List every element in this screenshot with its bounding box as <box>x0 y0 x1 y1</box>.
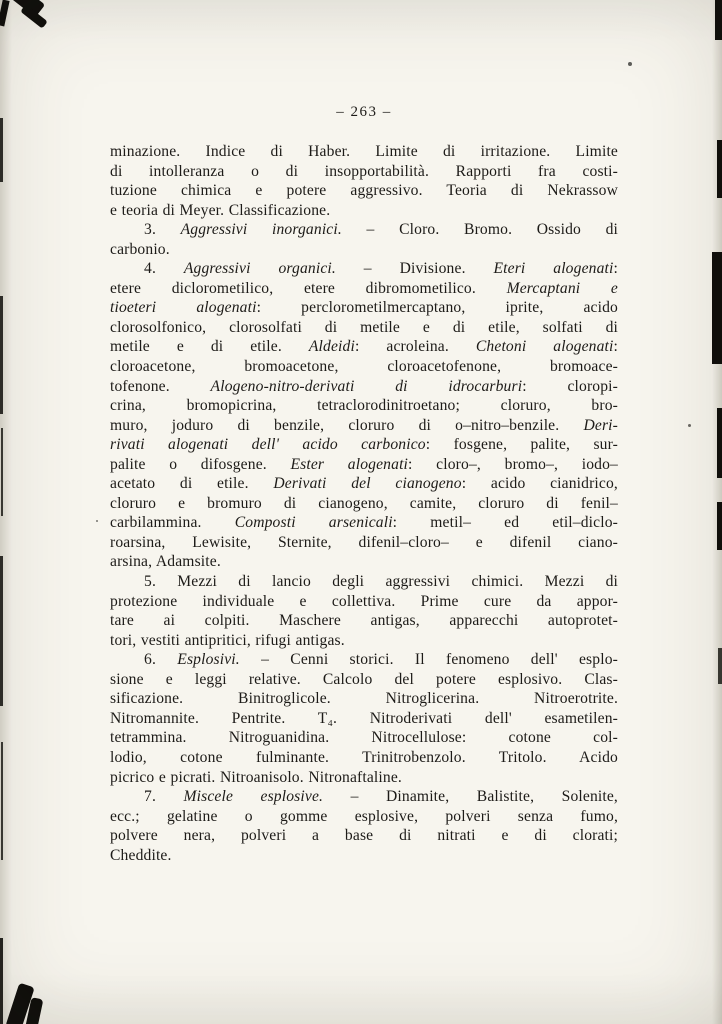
binding-mark-left-6 <box>0 938 3 1024</box>
text-segment: : <box>613 338 618 356</box>
text-segment: tetrammina. Nitroguanidina. Nitrocellulose: cotone col- <box>110 729 618 747</box>
text-line <box>110 220 618 240</box>
text-line <box>110 826 618 846</box>
text-line <box>110 709 618 729</box>
text-segment: 7. <box>144 788 184 806</box>
text-segment: metile e di etile. <box>110 338 309 356</box>
text-line <box>110 455 618 475</box>
text-line <box>110 259 618 279</box>
text-segment: : <box>613 260 618 278</box>
text-segment-italic: Aggressivi organici. <box>183 260 336 278</box>
binding-mark-right-4 <box>717 408 722 478</box>
text-segment-italic: Deri- <box>583 416 618 434</box>
text-line <box>110 689 618 709</box>
text-segment: – Dinamite, Balistite, Solenite, <box>323 788 618 806</box>
binding-mark-left-5 <box>1 742 3 860</box>
text-line <box>110 279 618 299</box>
text-line <box>110 396 618 416</box>
text-segment: : fosgene, palite, sur- <box>425 436 618 454</box>
text-line <box>110 670 618 690</box>
text-segment: tuzione chimica e potere aggressivo. Teoria di Nekrassow <box>110 182 618 200</box>
text-segment: tare ai colpiti. Maschere antigas, apparecchi autoprotet- <box>110 612 618 630</box>
speck-2 <box>688 424 691 427</box>
text-segment: muro, joduro di benzile, cloruro di o–nitro–benzile. <box>110 416 584 434</box>
binding-mark-right-5 <box>717 502 722 550</box>
text-segment: ecc.; gelatine o gomme esplosive, polveri senza fumo, <box>110 807 618 825</box>
text-line <box>110 435 618 455</box>
text-line <box>110 846 618 866</box>
text-segment: roarsina, Lewisite, Sternite, difenil–cloro– e difenil ciano- <box>110 533 618 551</box>
text-line <box>110 768 618 788</box>
binding-mark-left-4 <box>0 556 3 706</box>
text-line <box>110 318 618 338</box>
text-segment-italic: Aldeidi <box>308 338 355 356</box>
text-line <box>110 611 618 631</box>
text-segment-italic: Eteri alogenati <box>493 260 614 278</box>
text-line <box>110 533 618 553</box>
text-segment-italic: Ester alogenati <box>290 455 409 473</box>
text-segment-italic: Miscele esplosive. <box>183 788 324 806</box>
text-line <box>110 592 618 612</box>
text-line <box>110 357 618 377</box>
text-line <box>110 631 618 651</box>
text-segment: – Cenni storici. Il fenomeno dell' esplo- <box>239 651 618 669</box>
binding-mark-right-2 <box>717 140 722 198</box>
text-segment: sione e leggi relative. Calcolo del potere esplosivo. Clas- <box>110 670 618 688</box>
text-segment: acetato di etile. <box>110 475 274 493</box>
text-segment: 4. <box>144 260 184 278</box>
text-segment: polvere nera, polveri a base di nitrati e di clorati; <box>110 827 618 845</box>
text-line <box>110 494 618 514</box>
text-segment: – Divisione. <box>335 260 494 278</box>
text-line <box>110 650 618 670</box>
text-segment: cloroacetone, bromoacetone, cloroacetofenone, bromoace- <box>110 358 618 376</box>
text-line <box>110 513 618 533</box>
text-segment: palite o difosgene. <box>110 455 291 473</box>
text-segment: sificazione. Binitroglicole. Nitroglicerina. Nitroerotrite. <box>110 690 618 708</box>
text-line <box>110 474 618 494</box>
text-segment-italic: Esplosivi. <box>177 651 240 669</box>
text-segment-italic: Composti arsenicali <box>234 514 393 532</box>
text-segment: : acido cianidrico, <box>461 475 618 493</box>
text-line <box>110 416 618 436</box>
text-segment: carbilammina. <box>110 514 235 532</box>
text-line <box>110 748 618 768</box>
binding-mark-left-1 <box>0 118 3 182</box>
binding-mark-left-2 <box>0 296 3 414</box>
text-segment: : cloropi- <box>522 377 619 395</box>
text-segment: – Cloro. Bromo. Ossido di <box>341 221 618 239</box>
text-line <box>110 181 618 201</box>
text-segment-italic: tioeteri alogenati <box>110 299 257 317</box>
text-segment: minazione. Indice di Haber. Limite di irritazione. Limite <box>110 143 618 160</box>
text-line <box>110 298 618 318</box>
text-segment: picrico e picrati. Nitroanisolo. Nitronaftaline. <box>110 768 402 786</box>
text-segment-italic: Chetoni alogenati <box>475 338 614 356</box>
text-segment: tofenone. <box>110 377 211 395</box>
text-line <box>110 552 618 572</box>
page-text <box>110 142 618 865</box>
text-segment: e teoria di Meyer. Classificazione. <box>110 201 331 219</box>
text-segment-italic: Derivati del cianogeno <box>273 475 462 493</box>
speck-3 <box>96 520 98 522</box>
text-segment-italic: Aggressivi inorganici. <box>180 221 342 239</box>
binding-mark-right-1 <box>715 0 722 40</box>
text-line <box>110 807 618 827</box>
binding-mark-right-6 <box>718 648 722 684</box>
text-line <box>110 162 618 182</box>
text-segment: arsina, Adamsite. <box>110 553 221 571</box>
text-segment: tori, vestiti antipritici, rifugi antigas. <box>110 631 345 649</box>
text-line <box>110 201 618 221</box>
text-segment-italic: Alogeno-nitro-derivati di idrocarburi <box>210 377 523 395</box>
text-segment: : perclorometilmercaptano, iprite, acido <box>256 299 618 317</box>
binding-mark-right-3 <box>712 252 722 364</box>
text-line <box>110 142 618 162</box>
text-segment: cloruro e bromuro di cianogeno, camite, cloruro di fenil– <box>110 494 618 512</box>
ink-mark-top-left-3 <box>0 0 10 26</box>
text-segment: 5. Mezzi di lancio degli aggressivi chimici. Mezzi di <box>144 573 618 591</box>
text-line <box>110 572 618 592</box>
text-segment: lodio, cotone fulminante. Trinitrobenzolo. Tritolo. Acido <box>110 748 618 766</box>
text-line <box>110 337 618 357</box>
text-line <box>110 787 618 807</box>
speck-1 <box>628 62 632 66</box>
text-segment: carbonio. <box>110 240 170 258</box>
text-line <box>110 377 618 397</box>
text-segment: crina, bromopicrina, tetraclorodinitroetano; cloruro, bro- <box>110 397 618 415</box>
text-segment-italic: rivati alogenati dell' acido carbonico <box>110 436 426 454</box>
text-segment: : acroleina. <box>354 338 476 356</box>
text-segment: : metil– ed etil–diclo- <box>392 514 618 532</box>
text-segment: Cheddite. <box>110 846 172 864</box>
text-line <box>110 728 618 748</box>
text-segment: clorosolfonico, clorosolfati di metile e di etile, solfati di <box>110 318 618 336</box>
text-segment: : cloro–, bromo–, iodo– <box>408 455 618 473</box>
text-segment: protezione individuale e collettiva. Prime cure da appor- <box>110 592 618 610</box>
text-segment: 3. <box>144 221 181 239</box>
page-number: – 263 – <box>336 104 392 120</box>
text-segment: Nitromannite. Pentrite. T₄. Nitroderivati dell' esametilen- <box>110 709 618 727</box>
text-segment-italic: Mercaptani e <box>506 279 618 297</box>
text-segment: etere diclorometilico, etere dibromometilico. <box>110 279 507 297</box>
text-segment: di intolleranza o di insopportabilità. Rapporti fra costi- <box>110 162 618 180</box>
text-segment: 6. <box>144 651 178 669</box>
binding-mark-left-3 <box>1 428 3 516</box>
text-line <box>110 240 618 260</box>
